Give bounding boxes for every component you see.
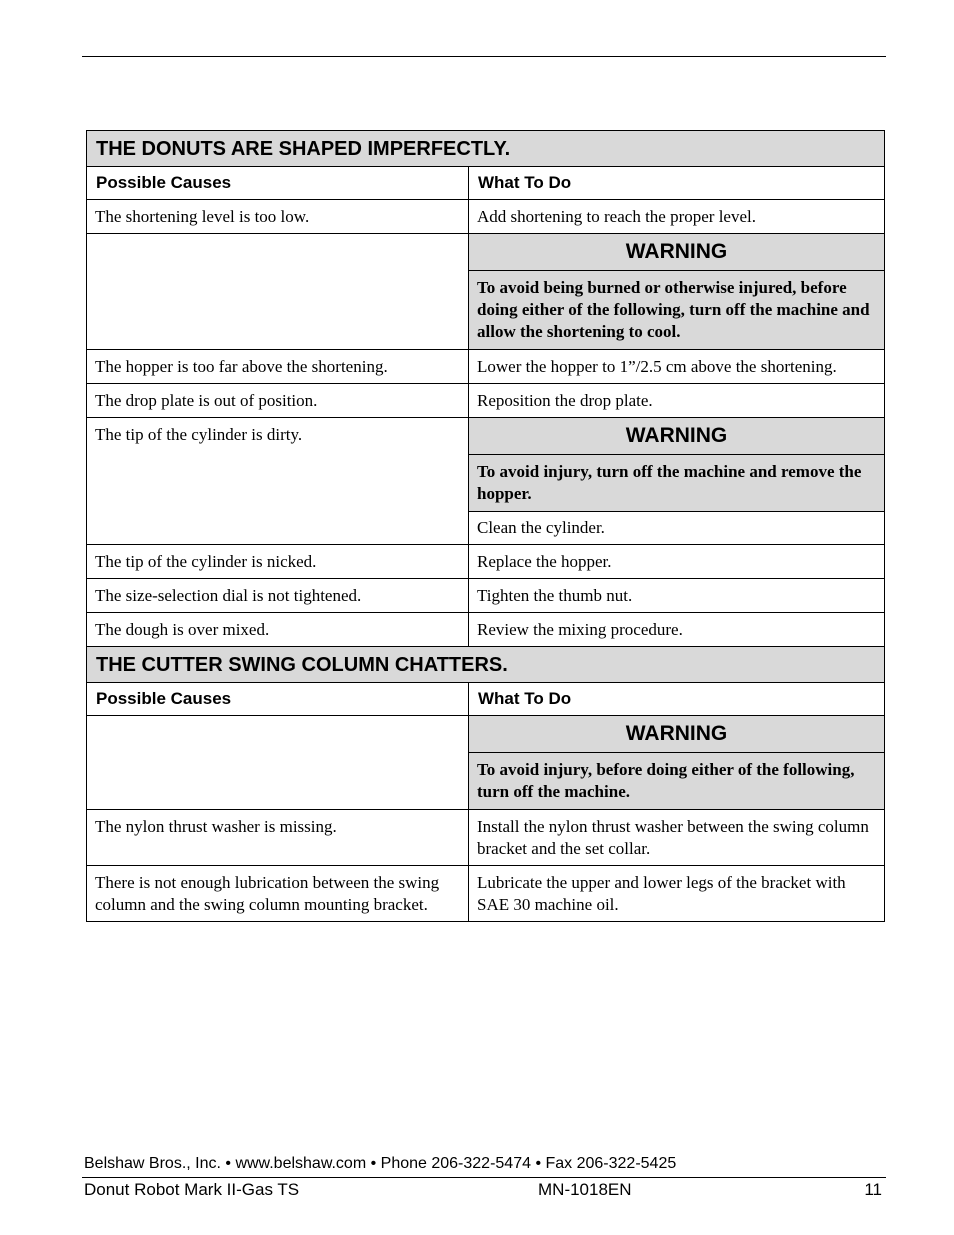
- column-header-causes: Possible Causes: [87, 167, 469, 200]
- table-row: [87, 200, 885, 234]
- table-row: [87, 866, 885, 922]
- footer-rule: [82, 1177, 886, 1178]
- todo-cell: Reposition the drop plate.: [469, 384, 885, 418]
- warning-text: To avoid injury, turn off the machine and remove the hopper.: [469, 455, 884, 511]
- cause-cell: The dough is over mixed.: [87, 613, 469, 647]
- warning-cell: [469, 716, 885, 810]
- section-header-row: [87, 647, 885, 683]
- column-header-what-to-do: What To Do: [469, 167, 885, 200]
- warning-text: To avoid injury, before doing either of the following, turn off the machine.: [469, 753, 884, 809]
- table-row: [87, 350, 885, 384]
- column-header-causes: Possible Causes: [87, 683, 469, 716]
- todo-cell: Replace the hopper.: [469, 545, 885, 579]
- cause-cell: The hopper is too far above the shortening.: [87, 350, 469, 384]
- warning-title: WARNING: [469, 234, 884, 271]
- todo-cell: Lower the hopper to 1”/2.5 cm above the shortening.: [469, 350, 885, 384]
- warning-cell: [469, 234, 885, 350]
- cause-cell: The shortening level is too low.: [87, 200, 469, 234]
- table-row: [87, 545, 885, 579]
- cause-cell: The drop plate is out of position.: [87, 384, 469, 418]
- column-header-row: [87, 167, 885, 200]
- table-row: [87, 810, 885, 866]
- cause-cell: The size-selection dial is not tightened.: [87, 579, 469, 613]
- warning-text: To avoid being burned or otherwise injured, before doing either of the following, turn off the machine and allow the shortening to cool.: [469, 271, 884, 349]
- header-rule: [82, 56, 886, 57]
- cause-cell: The nylon thrust washer is missing.: [87, 810, 469, 866]
- table-row: [87, 613, 885, 647]
- todo-cell: Clean the cylinder.: [469, 511, 884, 544]
- todo-cell: Review the mixing procedure.: [469, 613, 885, 647]
- cause-cell: [87, 716, 469, 810]
- section-title: THE CUTTER SWING COLUMN CHATTERS.: [87, 647, 885, 683]
- column-header-row: [87, 683, 885, 716]
- cause-cell: There is not enough lubrication between the swing column and the swing column mounting bracket.: [87, 866, 469, 922]
- footer-doc-number: MN-1018EN: [538, 1180, 632, 1199]
- table-row: [87, 418, 885, 545]
- table-row: [87, 234, 885, 350]
- warning-title: WARNING: [469, 418, 884, 455]
- cause-cell: The tip of the cylinder is dirty.: [87, 418, 469, 545]
- section-header-row: [87, 131, 885, 167]
- cause-cell: [87, 234, 469, 350]
- todo-cell: Add shortening to reach the proper level.: [469, 200, 885, 234]
- table-row: [87, 579, 885, 613]
- warning-cell: [469, 418, 885, 545]
- warning-title: WARNING: [469, 716, 884, 753]
- footer-model-name: Donut Robot Mark II-Gas TS: [84, 1180, 300, 1199]
- troubleshooting-table: [86, 130, 885, 922]
- section-title: THE DONUTS ARE SHAPED IMPERFECTLY.: [87, 131, 885, 167]
- table-row: [87, 716, 885, 810]
- table-row: [87, 384, 885, 418]
- todo-cell: Lubricate the upper and lower legs of the bracket with SAE 30 machine oil.: [469, 866, 885, 922]
- column-header-what-to-do: What To Do: [469, 683, 885, 716]
- footer-company-info: Belshaw Bros., Inc. • www.belshaw.com • Phone 206-322-5474 • Fax 206-322-5425: [84, 1155, 677, 1172]
- todo-cell: Tighten the thumb nut.: [469, 579, 885, 613]
- cause-cell: The tip of the cylinder is nicked.: [87, 545, 469, 579]
- page-number: 11: [864, 1180, 882, 1199]
- todo-cell: Install the nylon thrust washer between the swing column bracket and the set collar.: [469, 810, 885, 866]
